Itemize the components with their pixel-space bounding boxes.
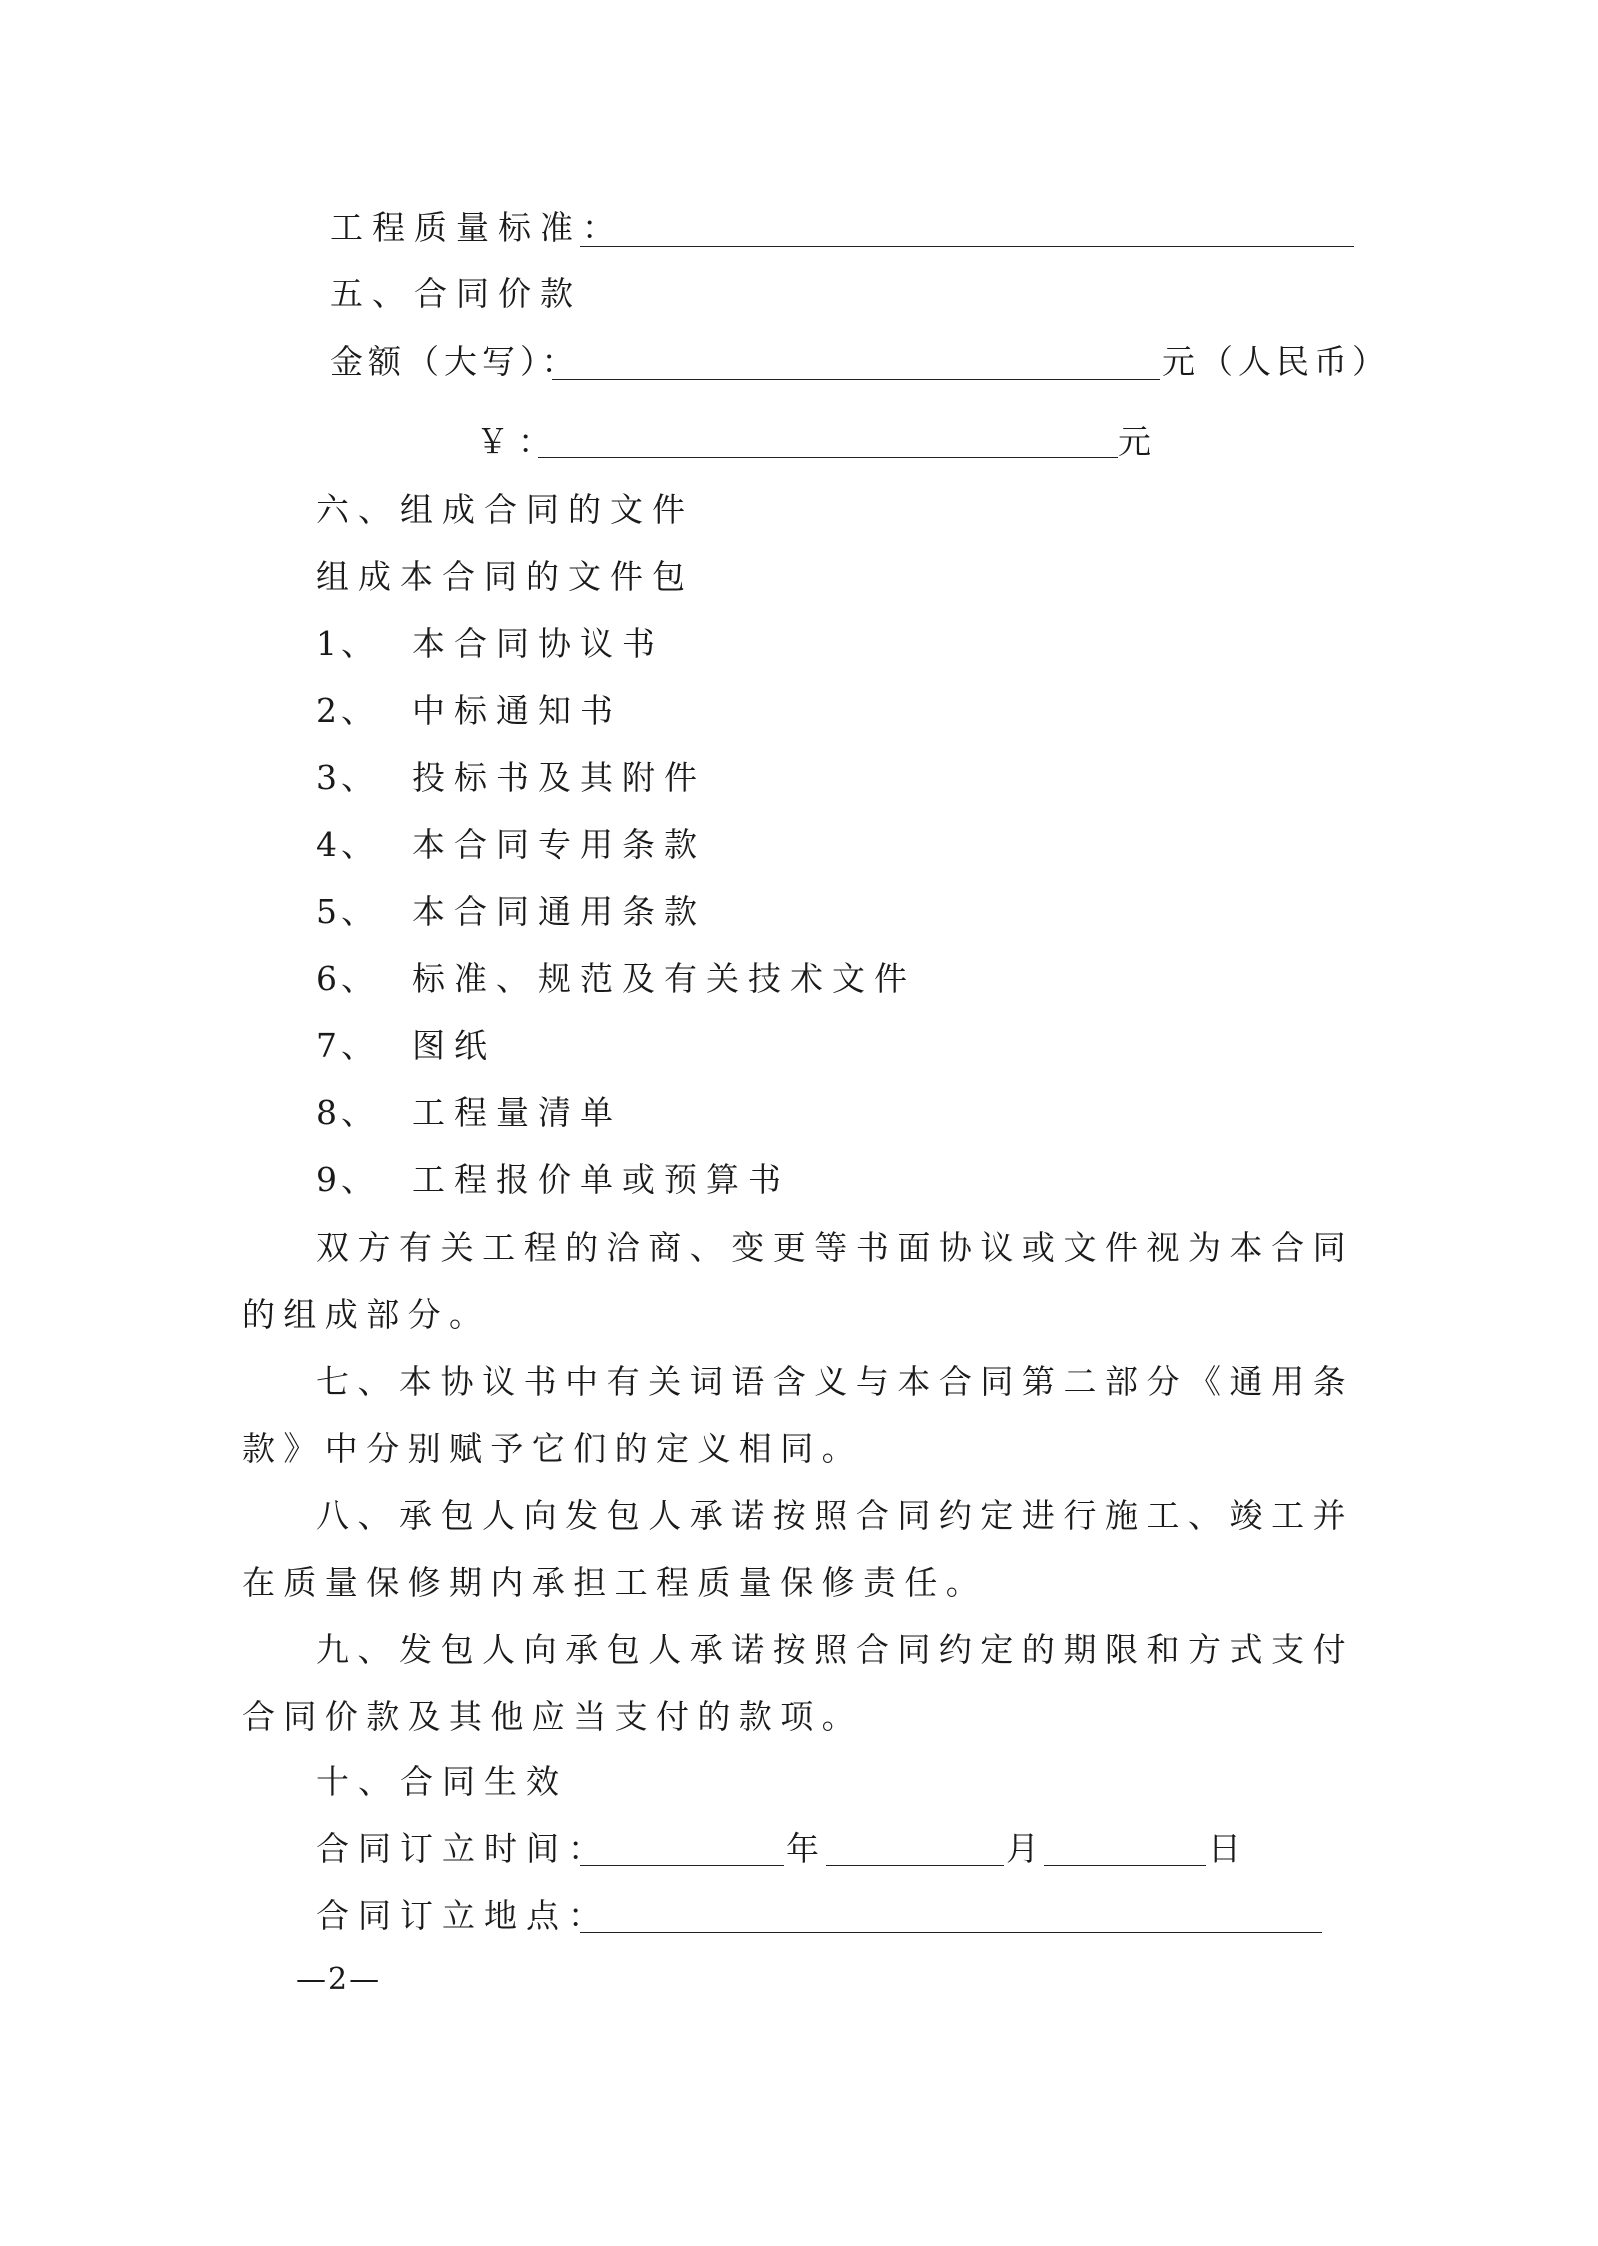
list-item: 投标书及其附件 bbox=[412, 758, 706, 797]
sign-year-field[interactable] bbox=[580, 1865, 784, 1866]
list-item-number: 1、 bbox=[316, 624, 378, 663]
amount-label: 金额（大写）： bbox=[330, 342, 580, 381]
list-item-number: 2、 bbox=[316, 691, 378, 730]
sign-place-field[interactable] bbox=[580, 1932, 1322, 1933]
section6-intro: 组成本合同的文件包 bbox=[316, 557, 694, 596]
list-item: 图纸 bbox=[412, 1026, 496, 1065]
paragraph-agreements: 双方有关工程的洽商、变更等书面协议或文件视为本合同的组成部分。 bbox=[242, 1228, 1354, 1334]
yuan-unit: 元 bbox=[1118, 422, 1160, 461]
paragraph-8: 八、承包人向发包人承诺按照合同约定进行施工、竣工并在质量保修期内承担工程质量保修责任。 bbox=[242, 1496, 1354, 1602]
year-label: 年 bbox=[786, 1829, 828, 1868]
sign-day-field[interactable] bbox=[1044, 1865, 1206, 1866]
amount-unit: 元（人民币） bbox=[1162, 342, 1390, 381]
section6-title: 六、组成合同的文件 bbox=[316, 490, 694, 529]
list-item: 本合同专用条款 bbox=[412, 825, 706, 864]
list-item-number: 8、 bbox=[316, 1093, 378, 1132]
paragraph-7: 七、本协议书中有关词语含义与本合同第二部分《通用条款》中分别赋予它们的定义相同。 bbox=[242, 1362, 1354, 1468]
list-item-number: 3、 bbox=[316, 758, 378, 797]
list-item: 工程报价单或预算书 bbox=[412, 1160, 790, 1199]
list-item-number: 7、 bbox=[316, 1026, 378, 1065]
paragraph-9: 九、发包人向承包人承诺按照合同约定的期限和方式支付合同价款及其他应当支付的款项。 bbox=[242, 1630, 1354, 1736]
list-item: 标准、规范及有关技术文件 bbox=[412, 959, 916, 998]
section10-title: 十、合同生效 bbox=[316, 1762, 568, 1801]
list-item-number: 9、 bbox=[316, 1160, 378, 1199]
list-item: 本合同协议书 bbox=[412, 624, 664, 663]
list-item: 工程量清单 bbox=[412, 1093, 622, 1132]
list-item-number: 6、 bbox=[316, 959, 378, 998]
amount-figures-field[interactable] bbox=[538, 457, 1118, 458]
list-item-number: 5、 bbox=[316, 892, 378, 931]
list-item: 中标通知书 bbox=[412, 691, 622, 730]
list-item: 本合同通用条款 bbox=[412, 892, 706, 931]
yuan-symbol-label: ￥： bbox=[476, 422, 560, 461]
sign-place-label: 合同订立地点： bbox=[316, 1896, 610, 1935]
amount-words-field[interactable] bbox=[552, 379, 1160, 380]
section5-title: 五、合同价款 bbox=[330, 274, 582, 313]
page-number: —2— bbox=[296, 1962, 382, 1997]
day-label: 日 bbox=[1208, 1829, 1250, 1868]
sign-time-label: 合同订立时间： bbox=[316, 1829, 610, 1868]
month-label: 月 bbox=[1006, 1829, 1048, 1868]
list-item-number: 4、 bbox=[316, 825, 378, 864]
quality-standard-label: 工程质量标准： bbox=[330, 208, 624, 247]
quality-standard-field[interactable] bbox=[580, 246, 1354, 247]
sign-month-field[interactable] bbox=[826, 1865, 1004, 1866]
